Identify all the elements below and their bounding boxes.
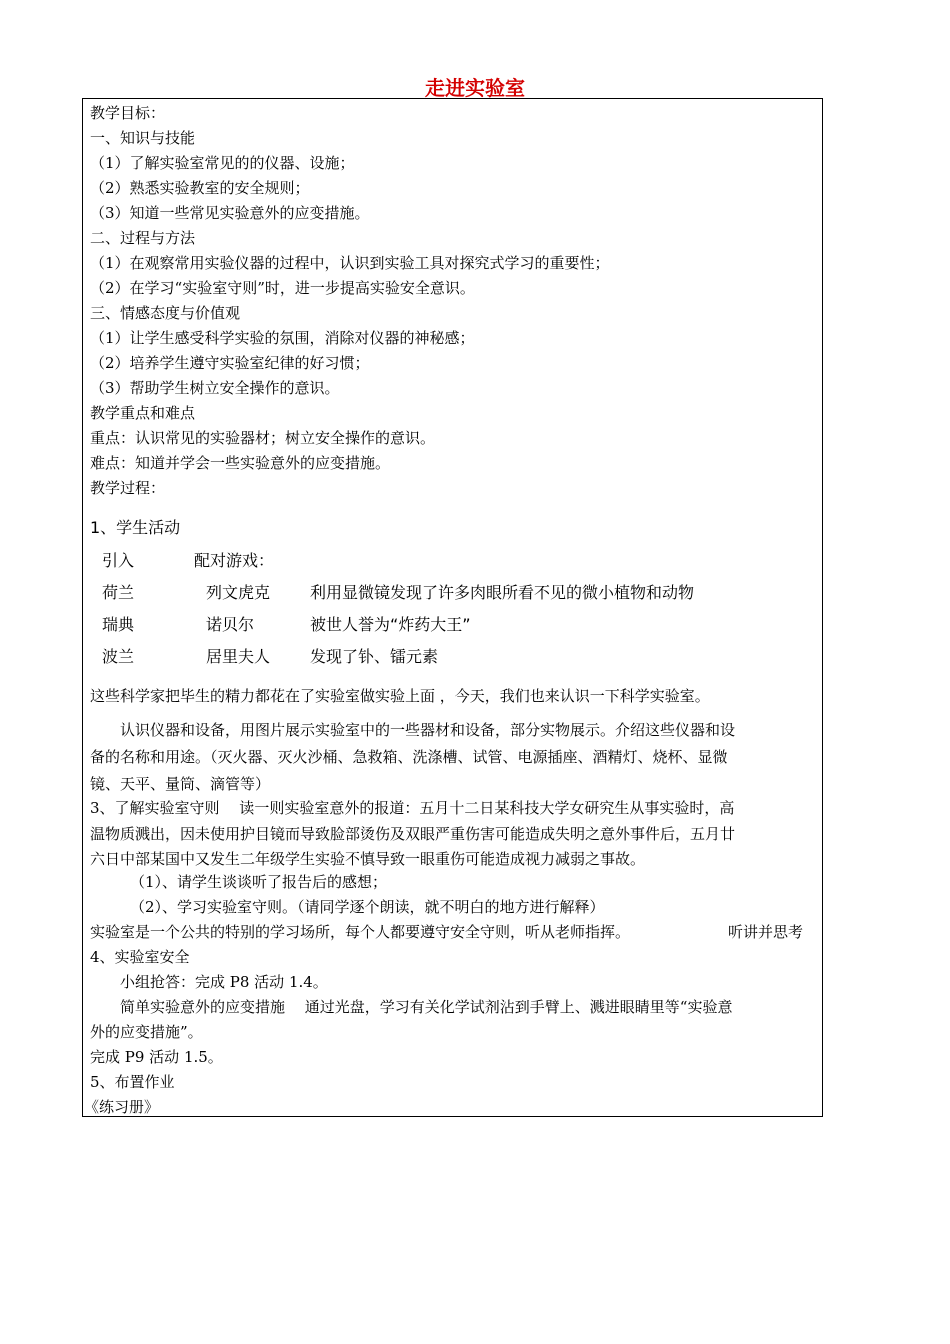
objective-item: （2）培养学生遵守实验室纪律的好习惯； — [90, 354, 370, 372]
lab-rules-paragraph: 六日中部某国中又发生二年级学生实验不慎导致一眼重伤可能造成视力减弱之事故。 — [90, 850, 646, 868]
difficult-point: 难点：知道并学会一些实验意外的应变措施。 — [90, 454, 391, 472]
key-point: 重点：认识常见的实验器材；树立安全操作的意识。 — [90, 429, 436, 447]
section-process-heading: 二、过程与方法 — [90, 229, 196, 247]
lab-note: 实验室是一个公共的特别的学习场所，每个人都要遵守安全守则，听从老师指挥。 — [90, 923, 631, 941]
sub-item: 简单实验意外的应变措施 通过光盘，学习有关化学试剂沾到手臂上、溅进眼睛里等“实验意 — [120, 998, 733, 1016]
objective-item: （3）帮助学生树立安全操作的意识。 — [90, 379, 340, 397]
sub-item: （1）、请学生谈谈听了报告后的感想； — [130, 873, 388, 891]
section-knowledge-heading: 一、知识与技能 — [90, 129, 196, 147]
objective-item: （2）在学习“实验室守则”时，进一步提高实验安全意识。 — [90, 279, 475, 297]
process-heading: 教学过程： — [90, 479, 166, 497]
objective-item: （1）在观察常用实验仪器的过程中，认识到实验工具对探究式学习的重要性； — [90, 254, 610, 272]
objective-item: （1）了解实验室常见的的仪器、设施； — [90, 154, 355, 172]
objective-item: （3）知道一些常见实验意外的应变措施。 — [90, 204, 370, 222]
scientist-fact: 利用显微镜发现了许多肉眼所看不见的微小植物和动物 — [310, 583, 695, 602]
scientist-name: 居里夫人 — [206, 647, 271, 666]
scientist-country: 荷兰 — [102, 583, 135, 602]
scientist-country: 瑞典 — [102, 615, 135, 634]
content-frame — [82, 98, 823, 1117]
key-points-heading: 教学重点和难点 — [90, 404, 196, 422]
listen-note: 听讲并思考 — [728, 923, 804, 941]
objectives-heading: 教学目标： — [90, 104, 166, 122]
document-title: 走进实验室 — [425, 76, 525, 100]
homework: 《练习册》 — [84, 1098, 160, 1116]
paragraph: 镜、天平、量筒、滴管等） — [90, 775, 271, 793]
scientist-fact: 发现了钋、镭元素 — [310, 647, 439, 666]
intro-label: 引入 — [102, 551, 135, 570]
lab-rules-paragraph: 温物质溅出，因未使用护目镜而导致脸部烫伤及双眼严重伤害可能造成失明之意外事件后，五月廿 — [90, 825, 736, 843]
paragraph: 这些科学家把毕生的精力都花在了实验室做实验上面 ，今天，我们也来认识一下科学实验室。 — [90, 687, 710, 705]
scientist-name: 列文虎克 — [206, 583, 271, 602]
sub-item: 完成 P9 活动 1.5。 — [90, 1048, 223, 1066]
sub-item: 小组抢答：完成 P8 活动 1.4。 — [120, 973, 328, 991]
intro-game: 配对游戏： — [194, 551, 275, 570]
scientist-country: 波兰 — [102, 647, 135, 666]
sub-item: 外的应变措施”。 — [90, 1023, 203, 1041]
paragraph: 认识仪器和设备，用图片展示实验室中的一些器材和设备，部分实物展示。介绍这些仪器和设 — [120, 721, 736, 739]
scientist-fact: 被世人誉为“炸药大王” — [310, 615, 471, 634]
objective-item: （1）让学生感受科学实验的氛围，消除对仪器的神秘感； — [90, 329, 475, 347]
section-heading: 4、实验室安全 — [90, 948, 190, 966]
sub-item: （2）、学习实验室守则。（请同学逐个朗读，就不明白的地方进行解释） — [130, 898, 605, 916]
activity-heading: 1、学生活动 — [90, 518, 181, 537]
scientist-name: 诺贝尔 — [206, 615, 255, 634]
paragraph: 备的名称和用途。（灭火器、灭火沙桶、急救箱、洗涤槽、试管、电源插座、酒精灯、烧杯、显微 — [90, 748, 728, 766]
section-heading: 5、布置作业 — [90, 1073, 175, 1091]
section-attitude-heading: 三、情感态度与价值观 — [90, 304, 241, 322]
objective-item: （2）熟悉实验教室的安全规则； — [90, 179, 310, 197]
lab-rules-paragraph: 3、了解实验室守则 读一则实验室意外的报道：五月十二日某科技大学女研究生从事实验时，高 — [90, 799, 735, 817]
